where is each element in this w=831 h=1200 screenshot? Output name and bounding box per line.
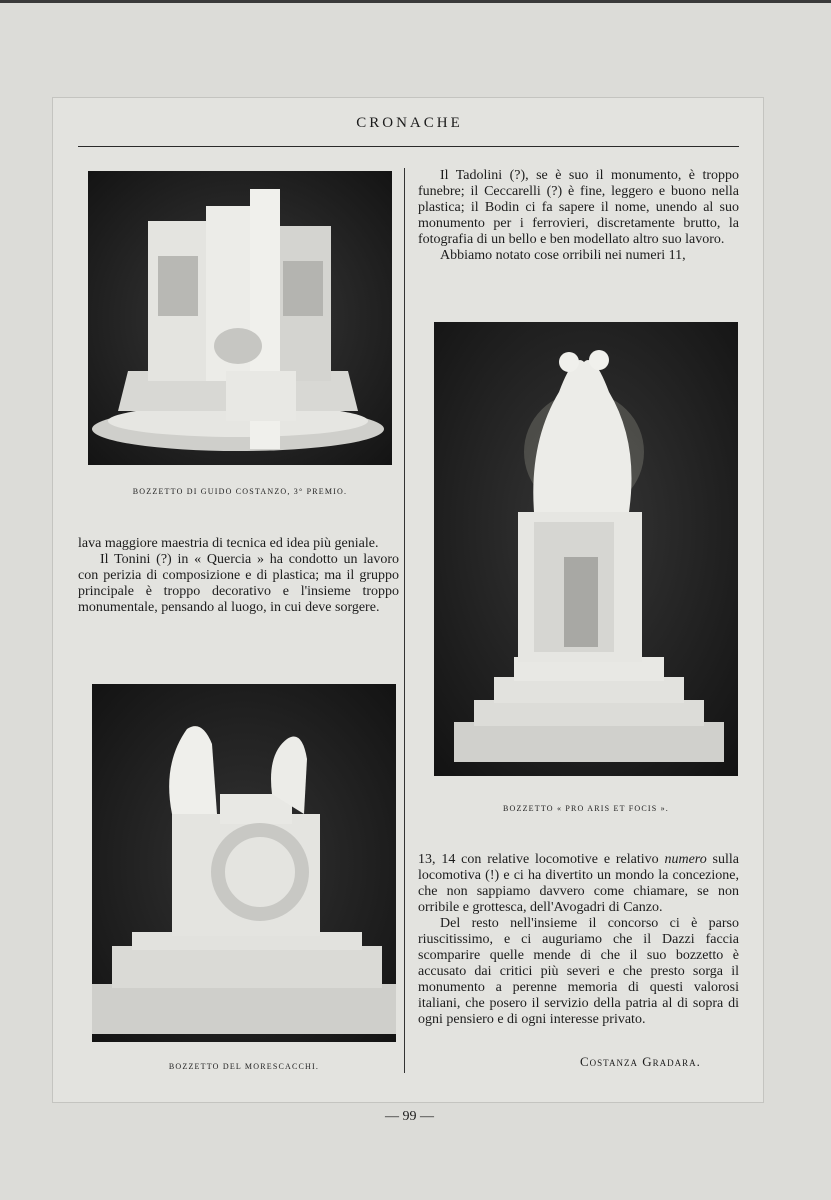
- paragraph: [418, 852, 739, 916]
- text-span: 13, 14 con relative locomotive e relativo: [418, 852, 659, 867]
- paragraph: Del resto nell'insieme il concorso ci è parso riuscitissimo, e ci auguriamo che il Dazzi faccia scomparire quelle mende di che il suo bozzetto è accusato dai critici più severi e che presto sorga il monumento a perenne memoria di questi valorosi italiani, che posero il servizio della patria al di sopra di ogni pensiero e di ogni interesse privato.: [418, 916, 739, 1027]
- author-signature: Costanza Gradara.: [580, 1054, 701, 1069]
- costanzo-model-image: [88, 171, 392, 465]
- text-span: sulla locomotiva (!) e ci ha divertito un mondo la concezione, che non sappiamo davvero come chiamare, se non orribile e grottesca, dell'Avogadri di Canzo.: [418, 852, 739, 915]
- right-column-top-text: [418, 168, 739, 264]
- right-column-bottom-text: [418, 852, 739, 1028]
- caption-morescacchi: BOZZETTO DEL MORESCACCHI.: [168, 1062, 320, 1071]
- caption-pro-aris: BOZZETTO « PRO ARIS ET FOCIS ».: [502, 804, 670, 813]
- header-rule: [78, 146, 739, 147]
- paragraph: Abbiamo notato cose orribili nei numeri 11,: [440, 248, 686, 263]
- paragraph: Il Tonini (?) in « Quercia » ha condotto un lavoro con perizia di composizione e di plastica; ma il gruppo principale è troppo decorativo e l'insieme troppo monumentale, pensando al luogo, in cui deve sorgere.: [78, 552, 399, 615]
- paragraph: Il Tadolini (?), se è suo il monumento, è troppo funebre; il Ceccarelli (?) è fine, leggero e buono nella plastica; il Bodin ci fa sapere il nome, unendo al suo monumento per i ferrovieri, discretamente brutto, la fotografia di un bello e ben modellato altro suo lavoro.: [418, 168, 739, 247]
- pro-aris-model-image: [434, 322, 738, 776]
- caption-costanzo: BOZZETTO DI GUIDO COSTANZO, 3° PREMIO.: [132, 487, 348, 496]
- photo-pro-aris-model: [434, 322, 738, 776]
- photo-morescacchi-model: [92, 684, 396, 1042]
- page-top-edge: [0, 0, 831, 3]
- left-column-text: [78, 536, 399, 616]
- paragraph: lava maggiore maestria di tecnica ed idea più geniale.: [78, 536, 379, 551]
- photo-costanzo-model: [88, 171, 392, 465]
- morescacchi-model-image: [92, 684, 396, 1042]
- running-header: CRONACHE: [356, 115, 463, 131]
- page-number: — 99 —: [385, 1109, 434, 1124]
- column-divider: [404, 168, 405, 1073]
- emphasis-word: numero: [664, 852, 707, 867]
